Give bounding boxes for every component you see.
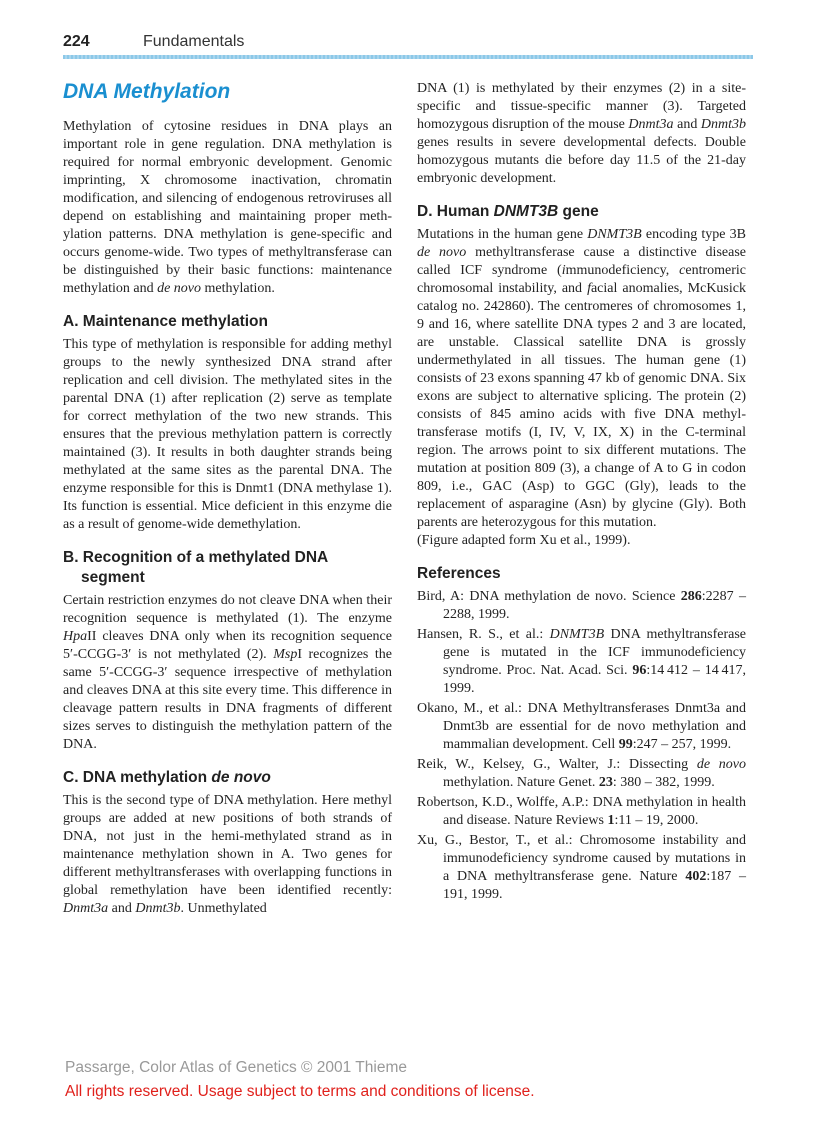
paragraph: [417, 532, 746, 550]
page-number: 224: [63, 33, 90, 50]
text-run: de novo: [696, 757, 746, 772]
text-run: :247 – 257, 1999.: [632, 737, 732, 752]
text-run: Mutations in the human gene: [417, 227, 588, 242]
reference-item: [417, 626, 746, 698]
text-run: 286: [680, 589, 702, 604]
text-run: B. Recognition of a methylated DNA segment: [63, 549, 328, 586]
text-run: Certain restriction enzymes do not cleave DNA when their recognition sequence is methylated (1). The enzyme: [63, 593, 392, 626]
text-run: Msp: [273, 647, 298, 662]
text-run: (Figure adapted form Xu et al., 1999).: [417, 533, 631, 548]
text-run: 96: [632, 663, 647, 678]
text-run: Dnmt3a: [628, 117, 674, 132]
article-title: [63, 80, 392, 104]
text-run: References: [417, 565, 501, 582]
copyright-notice: Passarge, Color Atlas of Genetics © 2001 Thieme: [65, 1059, 407, 1076]
section-heading: [63, 548, 392, 588]
paragraph: [417, 80, 746, 188]
text-run: DNA (1) is methylated by their enzymes (2) in a site-specific and tissue-specific manner (3). Targeted homozygous disruption of the mouse: [417, 81, 746, 132]
text-run: Hansen, R. S., et al.:: [417, 627, 550, 642]
section-heading: [417, 564, 746, 584]
text-run: Reik, W., Kelsey, G., Walter, J.: Dissecting: [417, 757, 697, 772]
left-column: [63, 80, 392, 918]
text-run: Robertson, K.D., Wolffe, A.P.: DNA methylation in health and disease. Nature Reviews: [417, 795, 746, 828]
text-run: Hpa: [63, 629, 88, 644]
paragraph: [417, 226, 746, 532]
text-run: Okano, M., et al.: DNA Methyltransferases Dnmt3a and Dnmt3b are essential for de novo methylation and mammalian development. Cell: [417, 701, 746, 752]
text-run: DNA methyltransferase gene is mutated in the ICF immunodeficiency syndrome. Proc. Nat. Acad. Sci.: [443, 627, 746, 678]
text-run: D. Human: [417, 203, 494, 220]
header-rule: [63, 55, 753, 59]
text-run: Dnmt3a: [63, 901, 109, 916]
text-run: i: [561, 263, 566, 278]
text-run: II cleaves DNA only when its recognition sequence 5′-CCGG-3′ is not methylated (2).: [63, 629, 392, 662]
text-run: de novo: [417, 245, 467, 260]
text-run: DNMT3B: [587, 227, 642, 242]
text-run: 23: [598, 775, 613, 790]
text-run: entromeric chromosomal instability, and: [417, 263, 746, 296]
text-run: : 380 – 382, 1999.: [612, 775, 715, 790]
text-run: Bird, A: DNA methylation de novo. Science: [417, 589, 681, 604]
reference-item: [417, 756, 746, 792]
reference-item: [417, 700, 746, 754]
text-run: . Unmethylated: [180, 901, 267, 916]
text-run: A. Maintenance methylation: [63, 313, 268, 330]
text-run: 402: [685, 869, 707, 884]
section-name: Fundamentals: [143, 33, 245, 50]
paragraph: [63, 792, 392, 918]
reference-item: [417, 588, 746, 624]
text-run: C. DNA methylation: [63, 769, 212, 786]
text-run: I recognizes the same 5′-CCGG-3′ sequence irrespective of methylation and cleaves DNA at this site every time. This difference in cleavage pattern results in DNA fragments of different sizes serves to distinguish the methylation pattern of the DNA.: [63, 647, 392, 752]
text-run: :14 412 – 14 417, 1999.: [443, 663, 746, 696]
reference-item: [417, 794, 746, 830]
text-run: This type of methylation is responsible for adding methyl groups to the newly synthesized DNA strand after replication and cell division. The methylated sites in the parental DNA (1) after replication (2) serve as template for correct methylation of the two new strands. This ensures that the previous methylation pattern is correctly maintained (3). It results in both daughter strands being methylated at the same sites as the parental DNA. The enzyme responsible for this is Dnmt1 (DNA methylase 1). Its function is essential. Mice deficient in this enzyme die as a result of genome-wide demethylation.: [63, 337, 392, 532]
text-run: :11 – 19, 2000.: [614, 813, 699, 828]
text-run: mmunodeficiency,: [565, 263, 680, 278]
text-run: This is the second type of DNA methylation. Here methyl groups are added at new positions of both strands of DNA, not just in the hemi-methylated strand as in maintenance methylation shown in A. Two genes for different methyltransferases with overlapping functions in global remethylation have been identified recently:: [63, 793, 392, 898]
text-run: :187 – 191, 1999.: [443, 869, 747, 902]
text-run: Dnmt3b: [700, 117, 746, 132]
text-run: Xu, G., Bestor, T., et al.: Chromosome instability and immunodeficiency syndrome caused by mutations in a DNA methyltransferase gene. Nature: [417, 833, 746, 884]
paragraph: [63, 336, 392, 534]
right-column: [417, 80, 746, 906]
section-heading: [63, 768, 392, 788]
text-run: and: [108, 901, 136, 916]
text-run: :2287 – 2288, 1999.: [443, 589, 747, 622]
text-run: acial anomalies, McKusick catalog no. 242860). The centromeres of chromosomes 1, 9 and 16, where satellite DNA types 2 and 3 are located, are unstable. Classical satellite DNA is grossly undermethylated in all tissues. The human gene (1) consists of 23 exons spanning 47 kb of genomic DNA. Six exons are subject to alternative splicing. The protein (2) consists of 845 amino acids with five DNA methyltransferase motifs (I, IV, V, IX, X) in the C-terminal region. The arrows point to six different mutations. The mutation at position 809 (3), a change of A to G in codon 809, i.e., GAC (Asp) to GGC (Gly), leads to the replacement of asparagine (Asn) by glycine (Gly). Both parents are heterozygous for this mutation.: [417, 281, 746, 530]
text-run: DNA Methylation: [63, 80, 231, 103]
text-run: f: [587, 281, 591, 296]
text-run: methyltransferase cause a distinctive disease called ICF syndrome (: [417, 245, 746, 278]
text-run: methylation. Nature Genet.: [443, 775, 599, 790]
running-header: [63, 31, 753, 55]
text-run: Dnmt3b: [135, 901, 181, 916]
license-notice: All rights reserved. Usage subject to terms and conditions of license.: [65, 1083, 535, 1100]
text-run: genes results in severe developmental defects. Double homozygous mutants die before day 11.5 of the 21-day embryonic development.: [417, 135, 746, 186]
paragraph: [63, 592, 392, 754]
section-heading: [417, 202, 746, 222]
text-run: DNMT3B: [493, 203, 559, 220]
text-run: gene: [558, 203, 599, 220]
text-run: de novo: [211, 769, 271, 786]
text-run: encoding type 3B: [641, 227, 746, 242]
text-run: de novo: [157, 281, 202, 296]
text-run: 99: [618, 737, 633, 752]
paragraph: [63, 118, 392, 298]
text-run: DNMT3B: [549, 627, 605, 642]
text-run: and: [673, 117, 701, 132]
text-run: methylation.: [201, 281, 275, 296]
text-run: 1: [607, 813, 615, 828]
section-heading: [63, 312, 392, 332]
reference-item: [417, 832, 746, 904]
text-run: c: [679, 263, 686, 278]
text-run: Methylation of cytosine residues in DNA plays an important role in gene regulation. DNA methylation is required for normal embryonic development. Genomic imprinting, X chromosome inactivation, chromatin modification, and silencing of endogenous retroviruses all depend on establishing and maintaining proper methylation patterns. DNA methylation is gene-specific and occurs genome-wide. Two types of methyltransferase can be distinguished by their basic functions: maintenance methylation and: [63, 119, 392, 296]
